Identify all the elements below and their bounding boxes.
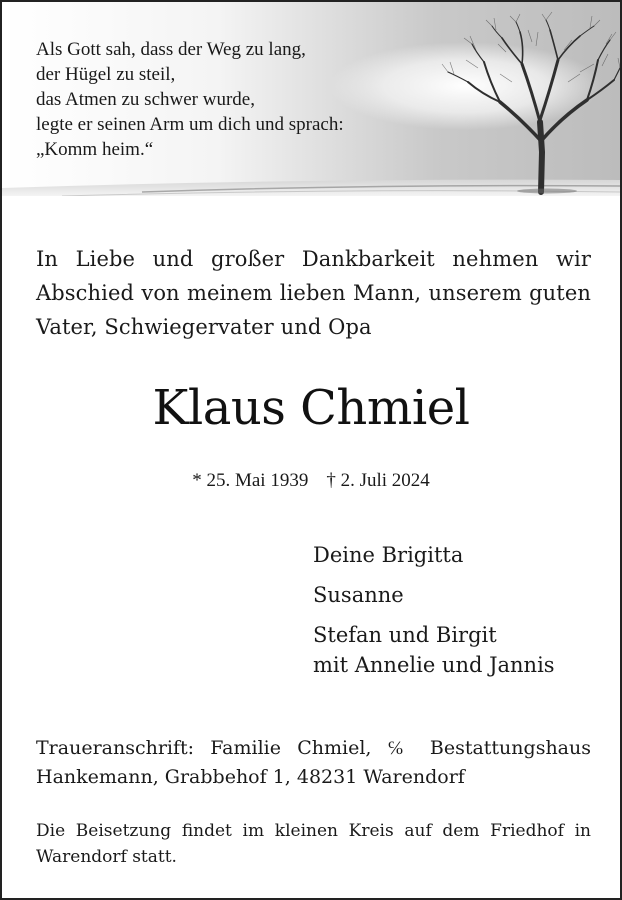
life-dates (2, 470, 620, 492)
poem-line: das Atmen zu schwer wurde, (36, 89, 255, 110)
header-banner (2, 2, 620, 202)
family-signatures (313, 540, 555, 680)
mourning-address: Traueranschrift: Familie Chmiel, ℅ Bestattungshaus Hankemann, Grabbehof 1, 48231 Warendorf (36, 737, 591, 788)
family-entry: mit Annelie und Jannis (313, 653, 555, 677)
family-entry: Stefan und Birgit (313, 623, 497, 647)
burial-note: Die Beisetzung findet im kleinen Kreis auf dem Friedhof in Warendorf statt. (36, 821, 591, 867)
family-entry: Susanne (313, 583, 404, 607)
poem-line: legte er seinen Arm um dich und sprach: (36, 114, 344, 135)
family-entry: Deine Brigitta (313, 543, 464, 567)
poem-line: Als Gott sah, dass der Weg zu lang, (36, 39, 306, 60)
intro-text: In Liebe und großer Dankbarkeit nehmen wir Abschied von meinem lieben Mann, unserem guten Vater, Schwiegervater und Opa (36, 247, 591, 339)
birth-date: * 25. Mai 1939 (192, 470, 309, 491)
poem (36, 37, 344, 162)
poem-line: „Komm heim.“ (36, 139, 154, 160)
deceased-name: Klaus Chmiel (152, 380, 470, 436)
poem-line: der Hügel zu steil, (36, 64, 176, 85)
death-date: † 2. Juli 2024 (326, 470, 430, 491)
